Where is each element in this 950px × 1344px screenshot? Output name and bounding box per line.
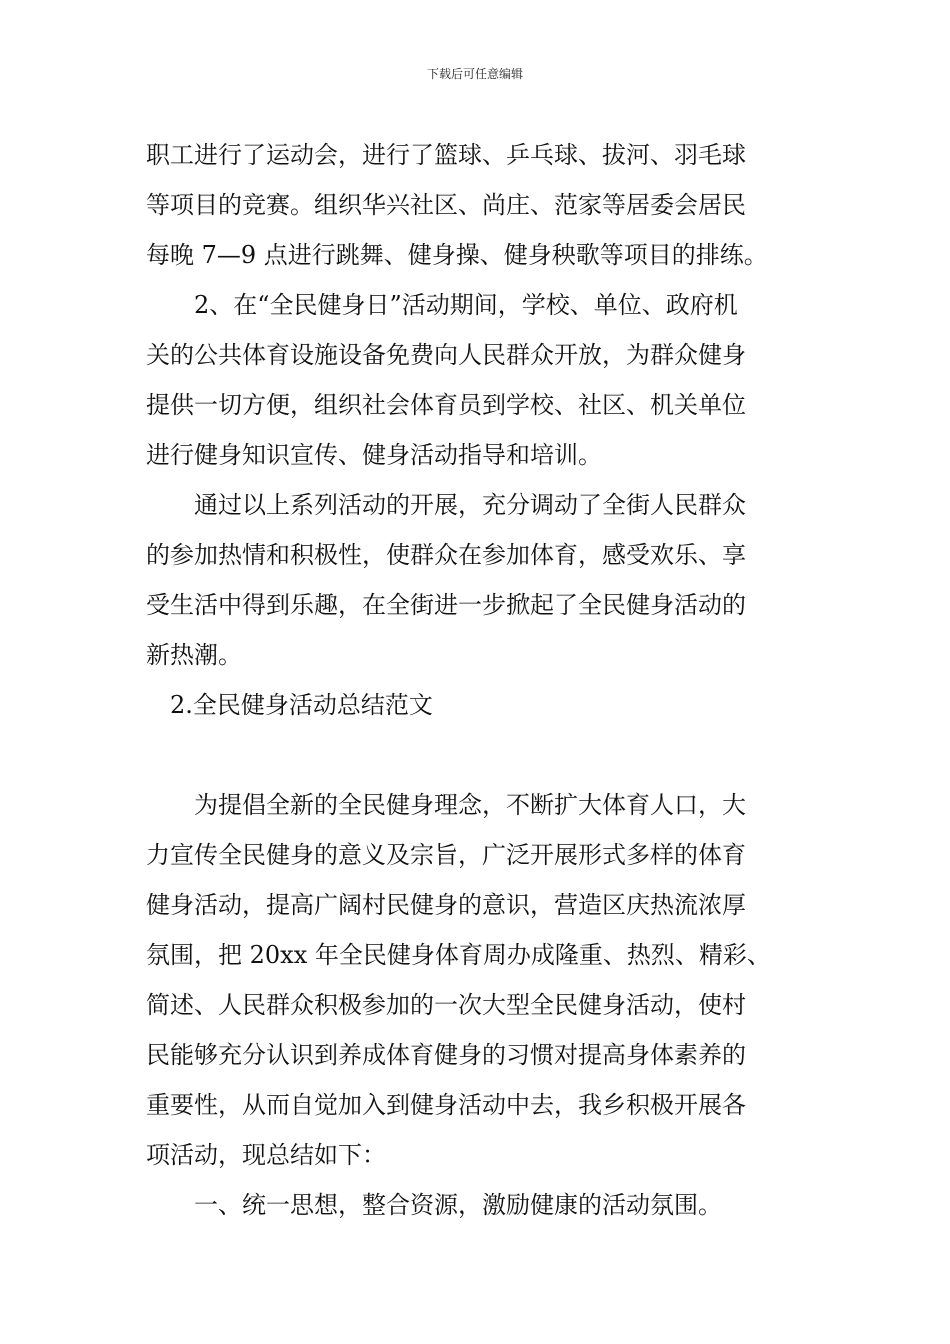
paragraph-line: 关的公共体育设施设备免费向人民群众开放，为群众健身 [146,341,746,369]
blank-line [146,730,810,780]
paragraph-line: 提供一切方便，组织社会体育员到学校、社区、机关单位 [146,391,746,419]
paragraph-line: 的参加热情和积极性，使群众在参加体育，感受欢乐、享 [146,541,746,569]
page-header: 下载后可任意编辑 [426,67,523,81]
paragraph-line: 项活动，现总结如下： [146,1141,386,1169]
paragraph-line: 等项目的竞赛。组织华兴社区、尚庄、范家等居委会居民 [146,191,746,219]
paragraph-line: 2、在“全民健身日”活动期间，学校、单位、政府机 [194,291,738,319]
paragraph-line: 健身活动，提高广阔村民健身的意识，营造区庆热流浓厚 [146,891,746,919]
paragraph-line: 简述、人民群众积极参加的一次大型全民健身活动，使村 [146,991,746,1019]
paragraph-line: 通过以上系列活动的开展，充分调动了全街人民群众 [194,491,746,519]
paragraph-line: 受生活中得到乐趣，在全街进一步掀起了全民健身活动的 [146,591,746,619]
paragraph-line: 重要性，从而自觉加入到健身活动中去，我乡积极开展各 [146,1091,746,1119]
paragraph-line: 民能够充分认识到养成体育健身的习惯对提高身体素养的 [146,1041,746,1069]
paragraph-line: 氛围，把 20xx 年全民健身体育周办成隆重、热烈、精彩、 [146,941,771,969]
paragraph-line: 一、统一思想，整合资源，激励健康的活动氛围。 [194,1191,722,1219]
document-body [146,130,810,1230]
section-heading: 2.全民健身活动总结范文 [170,691,433,719]
paragraph-line: 职工进行了运动会，进行了篮球、乒乓球、拔河、羽毛球 [146,141,746,169]
paragraph-line: 新热潮。 [146,641,242,669]
paragraph-line: 力宣传全民健身的意义及宗旨，广泛开展形式多样的体育 [146,841,746,869]
paragraph-line: 进行健身知识宣传、健身活动指导和培训。 [146,441,602,469]
paragraph-line: 为提倡全新的全民健身理念，不断扩大体育人口，大 [194,791,746,819]
paragraph-line: 每晚 7—9 点进行跳舞、健身操、健身秧歌等项目的排练。 [146,241,768,269]
